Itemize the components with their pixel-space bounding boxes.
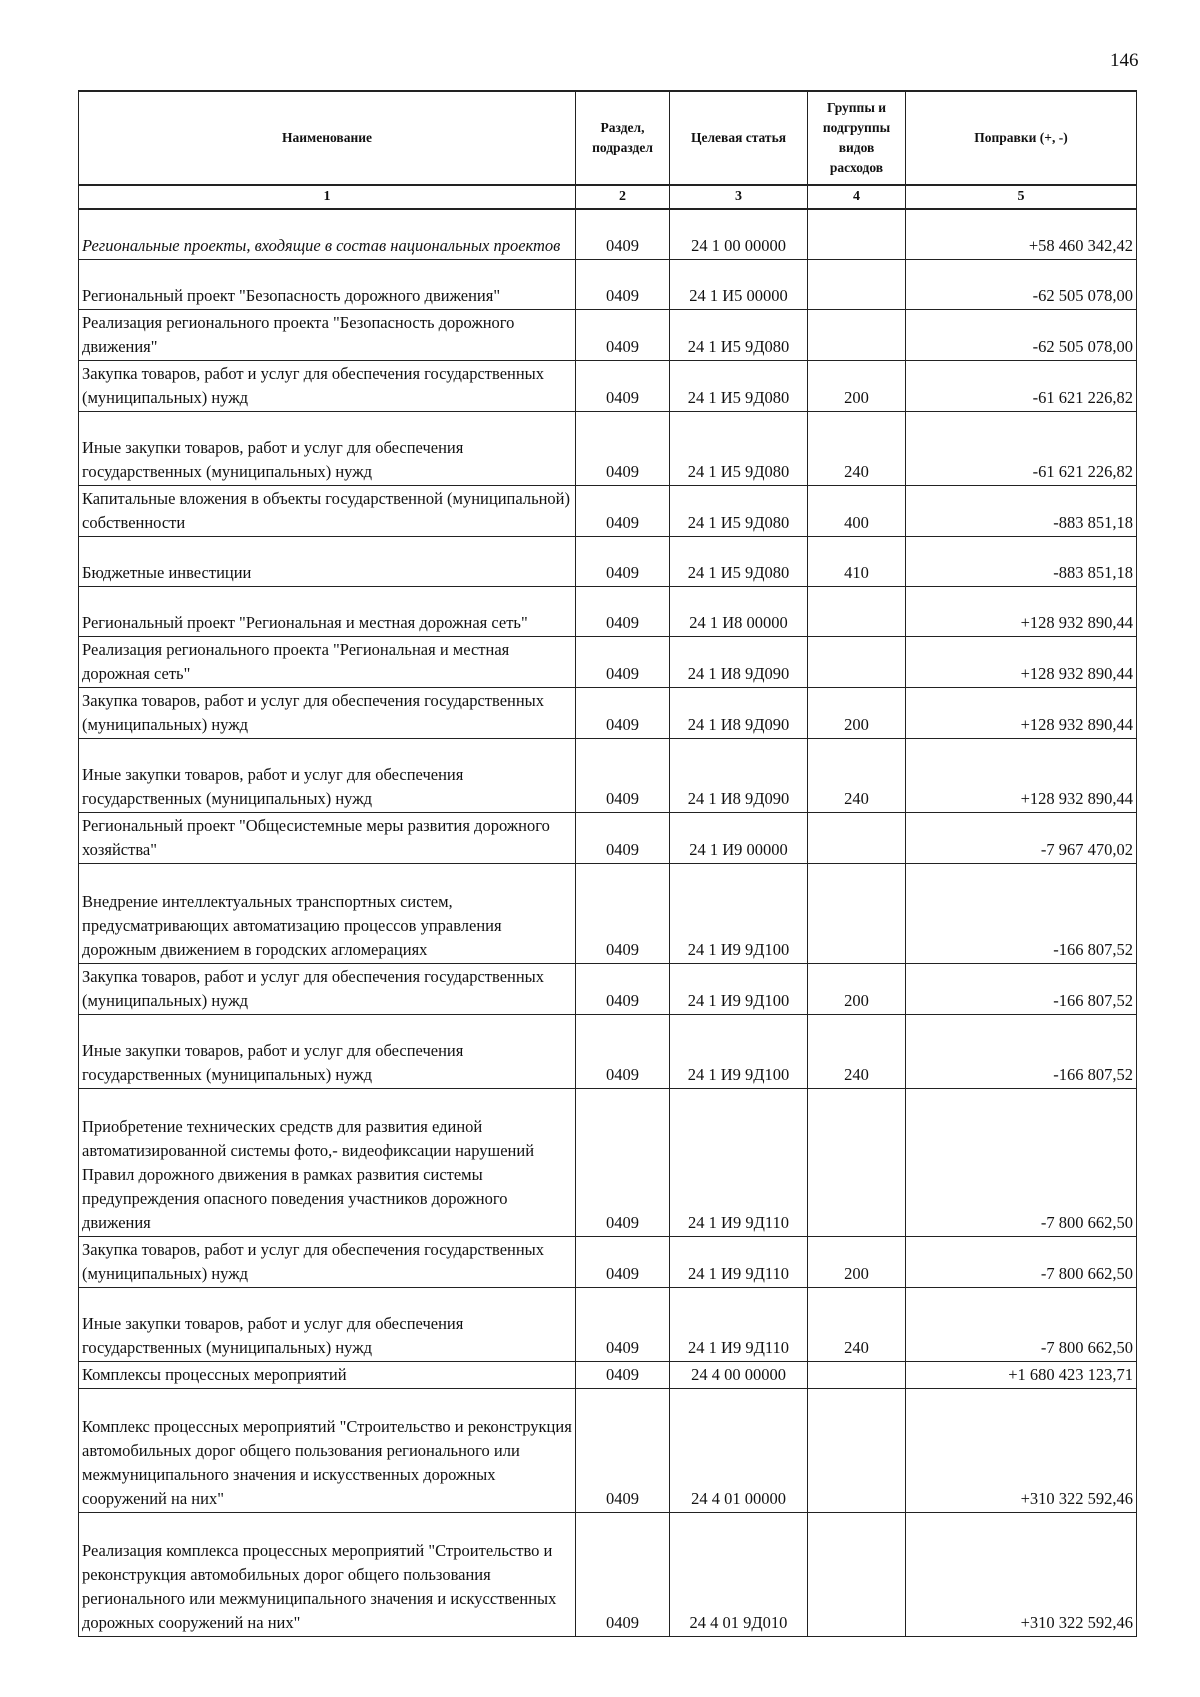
row-section: 0409: [576, 536, 670, 586]
row-section: 0409: [576, 863, 670, 963]
row-target: 24 1 И5 9Д080: [670, 536, 808, 586]
row-target: 24 1 И8 9Д090: [670, 687, 808, 738]
row-name: Закупка товаров, работ и услуг для обеспечения государственных (муниципальных) нужд: [79, 1236, 576, 1287]
table-row: [79, 1088, 1137, 1236]
column-number: 5: [906, 185, 1137, 209]
row-group: [808, 1088, 906, 1236]
row-target: 24 4 00 00000: [670, 1361, 808, 1388]
table-row: [79, 536, 1137, 586]
row-amount: -883 851,18: [906, 536, 1137, 586]
header-name: Наименование: [79, 91, 576, 185]
row-section: 0409: [576, 636, 670, 687]
row-group: 200: [808, 963, 906, 1014]
row-section: 0409: [576, 812, 670, 863]
row-section: 0409: [576, 485, 670, 536]
row-target: 24 4 01 9Д010: [670, 1512, 808, 1636]
row-group: [808, 209, 906, 259]
row-group: 200: [808, 1236, 906, 1287]
header-amendments: Поправки (+, -): [906, 91, 1137, 185]
row-section: 0409: [576, 309, 670, 360]
row-target: 24 1 И9 9Д110: [670, 1088, 808, 1236]
row-group: 400: [808, 485, 906, 536]
table-row: [79, 738, 1137, 812]
row-section: 0409: [576, 1287, 670, 1361]
table-row: [79, 1388, 1137, 1512]
row-amount: +310 322 592,46: [906, 1512, 1137, 1636]
row-section: 0409: [576, 963, 670, 1014]
table-row: [79, 1512, 1137, 1636]
table-row: [79, 1236, 1137, 1287]
column-number: 3: [670, 185, 808, 209]
column-number-row: [79, 185, 1137, 209]
row-amount: -62 505 078,00: [906, 309, 1137, 360]
row-amount: +128 932 890,44: [906, 738, 1137, 812]
table-row: [79, 411, 1137, 485]
row-name: Закупка товаров, работ и услуг для обеспечения государственных (муниципальных) нужд: [79, 687, 576, 738]
row-name: Закупка товаров, работ и услуг для обеспечения государственных (муниципальных) нужд: [79, 360, 576, 411]
row-section: 0409: [576, 259, 670, 309]
table-row: [79, 963, 1137, 1014]
row-section: 0409: [576, 360, 670, 411]
table-row: [79, 485, 1137, 536]
row-amount: +128 932 890,44: [906, 636, 1137, 687]
row-group: 200: [808, 687, 906, 738]
row-section: 0409: [576, 738, 670, 812]
table-row: [79, 1287, 1137, 1361]
column-number: 4: [808, 185, 906, 209]
row-target: 24 1 И9 9Д110: [670, 1236, 808, 1287]
row-amount: +1 680 423 123,71: [906, 1361, 1137, 1388]
row-target: 24 1 И9 9Д100: [670, 1014, 808, 1088]
header-groups: Группы и подгруппы видов расходов: [808, 91, 906, 185]
column-number: 2: [576, 185, 670, 209]
header-row: [79, 91, 1137, 185]
row-section: 0409: [576, 1088, 670, 1236]
row-target: 24 1 И9 00000: [670, 812, 808, 863]
row-name: Реализация регионального проекта "Региональная и местная дорожная сеть": [79, 636, 576, 687]
row-section: 0409: [576, 1512, 670, 1636]
row-target: 24 1 00 00000: [670, 209, 808, 259]
row-target: 24 1 И9 9Д100: [670, 963, 808, 1014]
row-amount: +128 932 890,44: [906, 586, 1137, 636]
row-target: 24 1 И5 9Д080: [670, 411, 808, 485]
row-group: [808, 636, 906, 687]
row-section: 0409: [576, 586, 670, 636]
row-target: 24 1 И9 9Д110: [670, 1287, 808, 1361]
row-target: 24 1 И8 00000: [670, 586, 808, 636]
row-target: 24 1 И5 9Д080: [670, 360, 808, 411]
row-amount: -166 807,52: [906, 963, 1137, 1014]
row-target: 24 1 И8 9Д090: [670, 636, 808, 687]
row-amount: -61 621 226,82: [906, 360, 1137, 411]
row-amount: +58 460 342,42: [906, 209, 1137, 259]
row-section: 0409: [576, 1014, 670, 1088]
budget-table: [78, 90, 1137, 1637]
row-group: 410: [808, 536, 906, 586]
row-amount: -7 800 662,50: [906, 1287, 1137, 1361]
row-target: 24 1 И5 00000: [670, 259, 808, 309]
header-target: Целевая статья: [670, 91, 808, 185]
row-amount: -166 807,52: [906, 1014, 1137, 1088]
table-row: [79, 259, 1137, 309]
row-section: 0409: [576, 411, 670, 485]
row-amount: +310 322 592,46: [906, 1388, 1137, 1512]
row-section: 0409: [576, 1236, 670, 1287]
row-name: Комплексы процессных мероприятий: [79, 1361, 576, 1388]
row-amount: -7 800 662,50: [906, 1236, 1137, 1287]
row-group: [808, 1512, 906, 1636]
row-amount: -7 800 662,50: [906, 1088, 1137, 1236]
table-row: [79, 1361, 1137, 1388]
row-group: 200: [808, 360, 906, 411]
table-row: [79, 360, 1137, 411]
row-group: 240: [808, 1014, 906, 1088]
row-amount: +128 932 890,44: [906, 687, 1137, 738]
table-row: [79, 1014, 1137, 1088]
row-section: 0409: [576, 209, 670, 259]
row-amount: -166 807,52: [906, 863, 1137, 963]
row-name: Иные закупки товаров, работ и услуг для обеспечения государственных (муниципальных) нужд: [79, 1014, 576, 1088]
row-name: Региональный проект "Региональная и местная дорожная сеть": [79, 586, 576, 636]
table-row: [79, 636, 1137, 687]
row-section: 0409: [576, 687, 670, 738]
table-row: [79, 812, 1137, 863]
row-group: [808, 863, 906, 963]
page-number: 146: [1110, 50, 1139, 71]
row-section: 0409: [576, 1388, 670, 1512]
row-group: 240: [808, 1287, 906, 1361]
row-name: Закупка товаров, работ и услуг для обеспечения государственных (муниципальных) нужд: [79, 963, 576, 1014]
row-target: 24 1 И5 9Д080: [670, 309, 808, 360]
table-row: [79, 586, 1137, 636]
row-name: Приобретение технических средств для развития единой автоматизированной системы фото,- видеофиксации нарушений Правил дорожного движения в рамках развития системы предупреждения опасного поведения участников дорожного движения: [79, 1088, 576, 1236]
row-name: Региональные проекты, входящие в состав национальных проектов: [79, 209, 576, 259]
row-target: 24 1 И8 9Д090: [670, 738, 808, 812]
row-target: 24 1 И9 9Д100: [670, 863, 808, 963]
row-amount: -883 851,18: [906, 485, 1137, 536]
row-name: Реализация регионального проекта "Безопасность дорожного движения": [79, 309, 576, 360]
header-section: Раздел, подраздел: [576, 91, 670, 185]
row-name: Иные закупки товаров, работ и услуг для обеспечения государственных (муниципальных) нужд: [79, 1287, 576, 1361]
row-name: Иные закупки товаров, работ и услуг для обеспечения государственных (муниципальных) нужд: [79, 411, 576, 485]
row-group: [808, 1361, 906, 1388]
row-amount: -62 505 078,00: [906, 259, 1137, 309]
row-amount: -61 621 226,82: [906, 411, 1137, 485]
row-name: Региональный проект "Общесистемные меры развития дорожного хозяйства": [79, 812, 576, 863]
row-name: Бюджетные инвестиции: [79, 536, 576, 586]
column-number: 1: [79, 185, 576, 209]
row-name: Реализация комплекса процессных мероприятий "Строительство и реконструкция автомобильных дорог общего пользования регионального или межмуниципального значения и искусственных дорожных сооружений на них": [79, 1512, 576, 1636]
row-amount: -7 967 470,02: [906, 812, 1137, 863]
row-group: [808, 812, 906, 863]
row-name: Иные закупки товаров, работ и услуг для обеспечения государственных (муниципальных) нужд: [79, 738, 576, 812]
row-group: [808, 309, 906, 360]
row-name: Капитальные вложения в объекты государственной (муниципальной) собственности: [79, 485, 576, 536]
table-row: [79, 309, 1137, 360]
row-name: Комплекс процессных мероприятий "Строительство и реконструкция автомобильных дорог общего пользования регионального или межмуниципального значения и искусственных дорожных сооружений на них": [79, 1388, 576, 1512]
table-row: [79, 687, 1137, 738]
row-group: [808, 259, 906, 309]
row-group: 240: [808, 411, 906, 485]
row-target: 24 4 01 00000: [670, 1388, 808, 1512]
row-target: 24 1 И5 9Д080: [670, 485, 808, 536]
row-name: Региональный проект "Безопасность дорожного движения": [79, 259, 576, 309]
row-group: [808, 586, 906, 636]
row-group: [808, 1388, 906, 1512]
table-row: [79, 209, 1137, 259]
table-row: [79, 863, 1137, 963]
row-name: Внедрение интеллектуальных транспортных систем, предусматривающих автоматизацию процессов управления дорожным движением в городских агломерациях: [79, 863, 576, 963]
row-group: 240: [808, 738, 906, 812]
row-section: 0409: [576, 1361, 670, 1388]
